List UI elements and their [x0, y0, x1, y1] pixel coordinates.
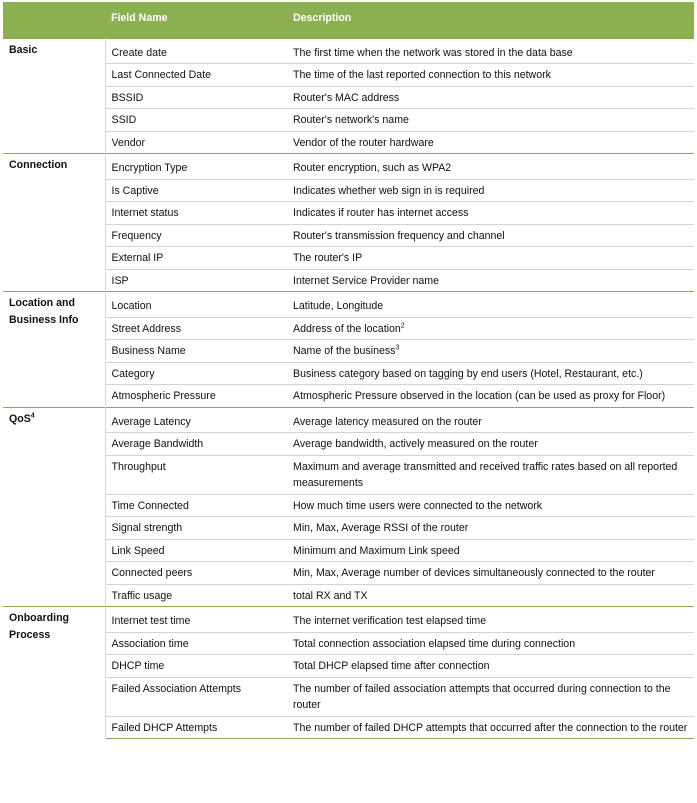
field-name-cell: SSID — [105, 109, 287, 132]
field-name-cell: Failed Association Attempts — [105, 677, 287, 716]
description-text: Vendor of the router hardware — [293, 136, 434, 149]
group-name: QoS — [9, 412, 31, 425]
description-cell — [287, 224, 694, 247]
table-row — [3, 517, 694, 540]
description-text: Minimum and Maximum Link speed — [293, 544, 460, 557]
description-cell — [287, 109, 694, 132]
field-name-cell: Failed DHCP Attempts — [105, 716, 287, 739]
description-cell — [287, 632, 694, 655]
field-name-cell: Category — [105, 362, 287, 385]
description-text: total RX and TX — [293, 589, 368, 602]
description-cell — [287, 716, 694, 739]
description-text: Min, Max, Average number of devices simultaneously connected to the router — [293, 567, 655, 579]
description-cell — [287, 677, 694, 716]
description-text: The number of failed association attempts that occurred during connection to the router — [293, 682, 671, 711]
field-name-cell: External IP — [105, 247, 287, 270]
description-cell — [287, 179, 694, 202]
table-row — [3, 433, 694, 456]
description-text: Min, Max, Average RSSI of the router — [293, 522, 469, 534]
description-text: Router encryption, such as WPA2 — [293, 162, 452, 174]
field-name-cell: Last Connected Date — [105, 64, 287, 87]
description-text: Indicates whether web sign in is required — [293, 184, 485, 197]
description-cell — [287, 64, 694, 87]
description-text: The time of the last reported connection to this network — [293, 69, 551, 81]
description-cell — [287, 517, 694, 540]
field-name-cell: Location — [105, 292, 287, 318]
description-cell — [287, 655, 694, 678]
field-name-cell: Traffic usage — [105, 584, 287, 607]
field-name-cell: BSSID — [105, 86, 287, 109]
table-body — [3, 38, 694, 739]
description-cell — [287, 584, 694, 607]
footnote-marker: 3 — [395, 344, 400, 352]
field-name-cell: Average Latency — [105, 407, 287, 433]
description-cell — [287, 562, 694, 585]
field-name-cell: Internet test time — [105, 607, 287, 633]
table-header-row — [3, 2, 694, 38]
field-name-cell: Vendor — [105, 131, 287, 154]
table-row — [3, 677, 694, 716]
table-row — [3, 607, 694, 633]
description-text: Router's network's name — [293, 114, 409, 126]
field-name-cell: Throughput — [105, 455, 287, 494]
description-text: Business category based on tagging by end users (Hotel, Restaurant, etc.) — [293, 367, 643, 380]
description-cell — [287, 131, 694, 154]
description-cell — [287, 38, 694, 64]
table-row — [3, 247, 694, 270]
field-name-cell: Time Connected — [105, 494, 287, 517]
description-text: The number of failed DHCP attempts that occurred after the connection to the router — [293, 721, 688, 734]
description-text: The first time when the network was stored in the data base — [293, 46, 573, 59]
description-text: Router's transmission frequency and channel — [293, 229, 505, 242]
table-row — [3, 562, 694, 585]
table-row — [3, 455, 694, 494]
table-row — [3, 64, 694, 87]
description-cell — [287, 494, 694, 517]
group-name: Connection — [9, 159, 68, 171]
header-description: Description — [293, 12, 352, 24]
table-row — [3, 494, 694, 517]
group-label — [3, 407, 105, 607]
description-cell — [287, 154, 694, 180]
description-text: Name of the business — [293, 345, 396, 357]
description-text: Address of the location — [293, 322, 401, 335]
description-cell — [287, 86, 694, 109]
header-field-name: Field Name — [111, 12, 168, 24]
table-row — [3, 632, 694, 655]
description-text: Average latency measured on the router — [293, 415, 482, 428]
description-text: Total DHCP elapsed time after connection — [293, 660, 490, 672]
table-row — [3, 38, 694, 64]
group-name: Basic — [9, 43, 38, 56]
table-row — [3, 584, 694, 607]
description-cell — [287, 607, 694, 633]
description-cell — [287, 317, 694, 340]
description-text: Latitude, Longitude — [293, 300, 384, 312]
description-cell — [287, 292, 694, 318]
field-name-cell: Encryption Type — [105, 154, 287, 180]
field-name-cell: Street Address — [105, 317, 287, 340]
table-row — [3, 655, 694, 678]
field-name-cell: Business Name — [105, 340, 287, 363]
description-cell — [287, 202, 694, 225]
description-cell — [287, 269, 694, 292]
description-text: How much time users were connected to the network — [293, 499, 543, 512]
group-name: Onboarding Process — [9, 612, 70, 641]
header-group-cell — [3, 2, 105, 38]
table-row — [3, 154, 694, 180]
field-table — [3, 2, 694, 739]
table-row — [3, 716, 694, 739]
footnote-marker: 4 — [30, 411, 35, 419]
description-cell — [287, 385, 694, 408]
field-name-cell: Association time — [105, 632, 287, 655]
description-text: The internet verification test elapsed time — [293, 615, 487, 627]
description-text: Indicates if router has internet access — [293, 207, 469, 219]
description-text: The router's IP — [293, 252, 363, 264]
table-row — [3, 86, 694, 109]
table-row — [3, 539, 694, 562]
description-cell — [287, 407, 694, 433]
field-name-cell: Link Speed — [105, 539, 287, 562]
field-name-cell: Create date — [105, 38, 287, 64]
table-row — [3, 179, 694, 202]
footnote-marker: 2 — [400, 321, 405, 329]
table-row — [3, 202, 694, 225]
field-name-cell: Connected peers — [105, 562, 287, 585]
field-name-cell: Internet status — [105, 202, 287, 225]
table-row — [3, 109, 694, 132]
group-label — [3, 154, 105, 292]
table-row — [3, 317, 694, 340]
field-name-cell: Average Bandwidth — [105, 433, 287, 456]
group-name: Location and Business Info — [9, 297, 79, 326]
table-row — [3, 340, 694, 363]
field-name-cell: Frequency — [105, 224, 287, 247]
table-row — [3, 385, 694, 408]
description-cell — [287, 247, 694, 270]
group-label — [3, 607, 105, 739]
table-row — [3, 362, 694, 385]
field-name-cell: Is Captive — [105, 179, 287, 202]
group-label — [3, 38, 105, 154]
description-cell — [287, 340, 694, 363]
group-label — [3, 292, 105, 408]
description-text: Router's MAC address — [293, 91, 400, 104]
table-row — [3, 407, 694, 433]
table-row — [3, 224, 694, 247]
description-text: Total connection association elapsed time during connection — [293, 637, 576, 650]
field-name-cell: Signal strength — [105, 517, 287, 540]
description-cell — [287, 433, 694, 456]
table-row — [3, 269, 694, 292]
description-cell — [287, 362, 694, 385]
table-row — [3, 131, 694, 154]
description-cell — [287, 539, 694, 562]
description-text: Maximum and average transmitted and received traffic rates based on all reported measurements — [293, 460, 678, 489]
field-name-cell: DHCP time — [105, 655, 287, 678]
description-text: Atmospheric Pressure observed in the location (can be used as proxy for Floor) — [293, 390, 666, 402]
description-text: Internet Service Provider name — [293, 274, 440, 287]
field-name-cell: ISP — [105, 269, 287, 292]
description-text: Average bandwidth, actively measured on the router — [293, 438, 538, 450]
field-name-cell: Atmospheric Pressure — [105, 385, 287, 408]
table-row — [3, 292, 694, 318]
description-cell — [287, 455, 694, 494]
